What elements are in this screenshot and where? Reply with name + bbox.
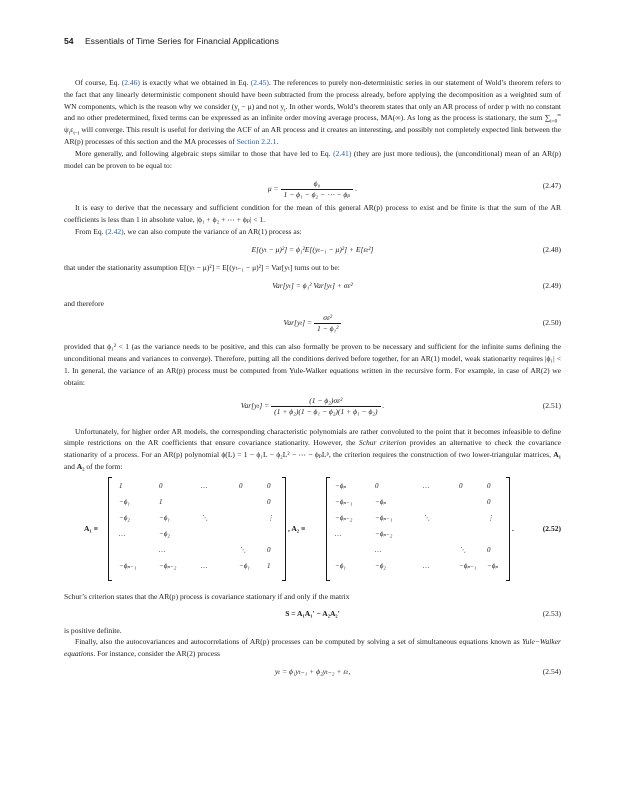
matrix-cell: −ϕₚ₋₁ [335,497,353,506]
eq-numerator: ϕ₀ [281,179,354,190]
equation-number: (2.47) [542,181,561,191]
matrix-cell: −ϕₚ [335,481,347,490]
matrix-cell: 1 [159,497,163,506]
paragraph-positive-definite: is positive definite. [64,625,122,635]
matrix-cell: −ϕₚ [375,497,387,506]
paragraph-wold: Of course, Eq. (2.46) is exactly what we obtained in Eq. (2.45). The references to purely non-deterministic series in our statement of Wold’s theorem refers to the fact that any linearly deterministic component should have been subtracted from the process already, before applying the decomposition as a weighted sum of WN components, which is the reason why we consider $(y_t - \mu)$ and not $y_t$. In other words, Wold’s theorem states that only an AR process of order p with no constant and no other predetermined, fixed terms can be expressed as an infinite order moving average process, MA(∞). As long as the process is stationary, the sum $\sum_{i=0}^\infty$ $\psi_i\varepsilon_{t-i}$ will converge. This result is useful for deriving the ACF of an AR process and it creates an interesting, and possibly not completely expected link between the AR(p) processes of this section and the MA processes of Section 2.2.1. [64,78,562,146]
matrix-cell: … [375,545,382,554]
paragraph-mean [64,148,561,172]
matrix-label-a2: , A₂ ≡ [288,523,306,533]
matrix-cell: 0 [267,545,271,554]
equation-2-49 [64,276,561,296]
eq-denominator: 1 − ϕ₁² [317,324,339,334]
emphasis-yule-walker: Yule−Walker equations [64,637,561,659]
equation-number: (2.48) [542,244,561,254]
book-title: Essentials of Time Series for Financial Applications [84,36,279,46]
paragraph-stationarity: that under the stationarity assumption E[(yₜ − μ)²] = E[(yₜ₋₁ − μ)²] = Var[yₜ] turns out to be: [64,262,340,272]
matrix-cell: 1 [267,561,271,570]
matrix-a2 [326,477,510,581]
eq-lhs: Var[yₜ] = [240,400,270,410]
eq-tail: . [382,400,385,410]
matrix-cell: −ϕₚ₋₁ [119,561,137,570]
section-link-2-2-1[interactable]: Section 2.2.1 [236,136,277,146]
eq-lhs: Var[yₜ] = [283,318,313,328]
text-run: . In other words, Wold’s theorem states that only an AR process of order p with no constant and no other predetermined, fixed terms can be expressed as an infinite order moving average process, MA(∞). As long as the process is stationary, the sum ∑ [64,101,561,123]
text-run: of the form: [84,461,123,471]
matrix-cell: ⋮ [487,513,494,522]
text-run: and [64,461,77,471]
matrix-cell: 0 [267,481,271,490]
equation-2-51 [64,392,561,420]
paragraph-variance-intro [64,226,561,238]
matrix-cell: 0 [267,497,271,506]
equation-2-52 [64,477,561,585]
matrix-cell: … [201,481,208,490]
matrix-cell: −ϕₚ₋₂ [375,529,393,538]
text-run: ε [70,125,74,135]
text-run: ψ [64,125,69,135]
matrix-cell: 0 [459,481,463,490]
matrix-cell: −ϕ₂ [119,513,130,522]
matrix-cell: ⋱ [201,513,208,522]
equation-2-48 [64,240,561,260]
matrix-cell: ⋱ [423,513,430,522]
page-body [64,77,561,682]
text-run: − μ) and not y [239,101,285,111]
eq-expression: E[(yₜ − μ)²] = ϕ₁²E[(yₜ₋₁ − μ)²] + E[εₜ²] [251,244,374,254]
matrix-cell: −ϕₚ₋₂ [335,513,353,522]
matrix-cell: 1 [119,481,123,490]
eq-tail: . [355,184,358,194]
matrix-cell: 0 [487,545,491,554]
matrix-cell: −ϕ₁ [159,513,170,522]
text-run: is exactly what we obtained in Eq. [139,78,251,87]
paragraph-schur-states: Schur’s criterion states that the AR(p) process is covariance stationary if and only if the matrix [64,591,350,601]
equation-2-53 [64,605,561,623]
paragraph-condition: It is easy to derive that the necessary and sufficient condition for the mean of this general AR(p) process to exist and be finite is that the sum of the AR coefficients is less than 1 in absolute value, |ϕ₁ + ϕ₂ + ⋯ + ϕₚ| < 1. [64,203,561,225]
matrix-name-a2: A₂ [76,461,85,471]
eq-fraction [314,313,341,334]
eq-expression: Var[yₜ] = ϕ₁² Var[yₜ] + σε² [272,280,353,290]
matrix-cell: … [423,561,430,570]
emphasis-schur-criterion: Schur criterion [358,438,407,448]
text-run: . The references to purely non-deterministic series in our statement of Wold’s theorem refers to the fact that any linearly deterministic component should have been subtracted from the process already, before applying the decomposition as a weighted sum of WN components, which is the reason why we consider (y [64,78,562,111]
equation-number: (2.54) [542,666,561,676]
matrix-cell: −ϕ₁ [119,497,130,506]
matrix-cell: ⋮ [267,513,274,522]
matrix-cell: −ϕₚ₋₂ [159,561,177,570]
matrix-cell: −ϕ₁ [335,561,346,570]
eq-fraction [281,179,354,200]
text-run: . [276,136,279,146]
eq-lhs: μ = [267,184,279,194]
equation-2-54 [64,662,561,682]
equation-2-50 [64,309,561,337]
matrix-cell: −ϕ₂ [159,529,170,538]
matrix-cell: … [335,529,342,538]
text-run: provides an alternative to check the covariance stationarity of a process. For an AR(p) polynomial ϕ(L) = 1 − ϕ₁L − ϕ₂L² − ⋯ − ϕₚLᵖ, the criterion requires the construction of two lower-triangular matrices, [64,438,562,460]
matrix-cell: 0 [239,481,243,490]
text-run: More generally, and following algebraic steps similar to those that have led to Eq. [75,148,334,158]
eq-denominator: (1 + ϕ₂)(1 − ϕ₁ − ϕ₂)(1 + ϕ₁ − ϕ₂) [274,406,378,416]
page-number: 54 [64,36,74,46]
matrix-cell: … [159,545,166,554]
eq-tail: . [512,523,514,533]
eq-numerator: σε² [314,313,341,324]
matrix-cell: … [119,529,126,538]
matrix-cell: 0 [487,481,491,490]
matrix-cell: ⋱ [239,545,246,554]
eq-expression: yₜ = ϕ₁yₜ₋₁ + ϕ₂yₜ₋₂ + εₜ, [274,666,351,676]
eq-fraction [271,396,380,417]
matrix-cell: … [423,481,430,490]
matrix-cell: … [201,561,208,570]
text-run: (they are just more tedious), the (unconditional) mean of an AR(p) model can be proven to be equal to: [64,148,561,170]
eq-link-2-46[interactable]: (2.46) [121,78,140,87]
matrix-cell: 0 [159,481,163,490]
equation-number: (2.52) [542,523,561,533]
matrix-cell: −ϕₚ₋₁ [459,561,477,570]
eq-link-2-41[interactable]: (2.41) [333,148,352,158]
matrix-a1 [108,477,286,581]
matrix-cell: 0 [375,481,379,490]
equation-number: (2.50) [542,318,561,328]
eq-numerator: (1 − ϕ₂)σε² [271,396,380,407]
text-run: will converge. This result is useful for deriving the ACF of an AR process and it creates an interesting, and possibly not completely expected link between the AR(p) processes of this section and the MA processes of [64,125,561,146]
matrix-cell: 0 [487,497,491,506]
paragraph-therefore: and therefore [64,298,105,308]
text-run: , we can also compute the variance of an AR(1) process as: [123,226,302,236]
equation-number: (2.51) [542,400,561,410]
paragraph-schur [64,426,561,473]
paragraph-yule-walker [64,636,561,660]
equation-2-47 [64,173,561,199]
text-run: Of course, Eq. [75,78,122,87]
matrix-cell: −ϕ₁ [239,561,250,570]
text-run: Unfortunately, for higher order AR models, the corresponding characteristic polynomials are rather convoluted to the point that it becomes infeasible to define simple restrictions on the AR coefficients that ensure covariance stationarity. However, the [64,426,561,448]
equation-number: (2.53) [542,608,561,618]
text-run: From Eq. [75,226,106,236]
running-header [64,36,279,46]
text-run: . For instance, consider the AR(2) process [93,649,220,659]
matrix-cell: −ϕ₂ [375,561,386,570]
matrix-cell: −ϕₚ₋₁ [375,513,393,522]
eq-link-2-42[interactable]: (2.42) [105,226,124,236]
eq-denominator: 1 − ϕ₁ − ϕ₂ − ⋯ − ϕₚ [283,190,351,200]
matrix-name-a1: A₁ [553,450,561,460]
paragraph-provided: provided that ϕ₁² < 1 (as the variance needs to be positive, and this can also formally be proven to be necessary and sufficient for the infinite sums defining the unconditional means and variances to converge). Therefore, putting all the conditions derived before together, for an AR(1) model, weak stationarity requires |ϕ₁| < 1. In general, the variance of an AR(p) process must be computed from Yule-Walker equations written in the recursive form. For example, in case of AR(2) we obtain: [64,342,561,387]
equation-number: (2.49) [542,280,561,290]
matrix-cell: −ϕₚ [487,561,499,570]
eq-link-2-45[interactable]: (2.45) [250,78,269,87]
eq-expression: S = A₁A₁′ − A₂A₂′ [285,608,340,618]
text-run: Finally, also the autocovariances and autocorrelations of AR(p) processes can be computed by solving a set of simultaneous equations known as [75,637,523,647]
matrix-cell: ⋱ [459,545,466,554]
matrix-label-a1: A₁ ≡ [84,523,98,533]
